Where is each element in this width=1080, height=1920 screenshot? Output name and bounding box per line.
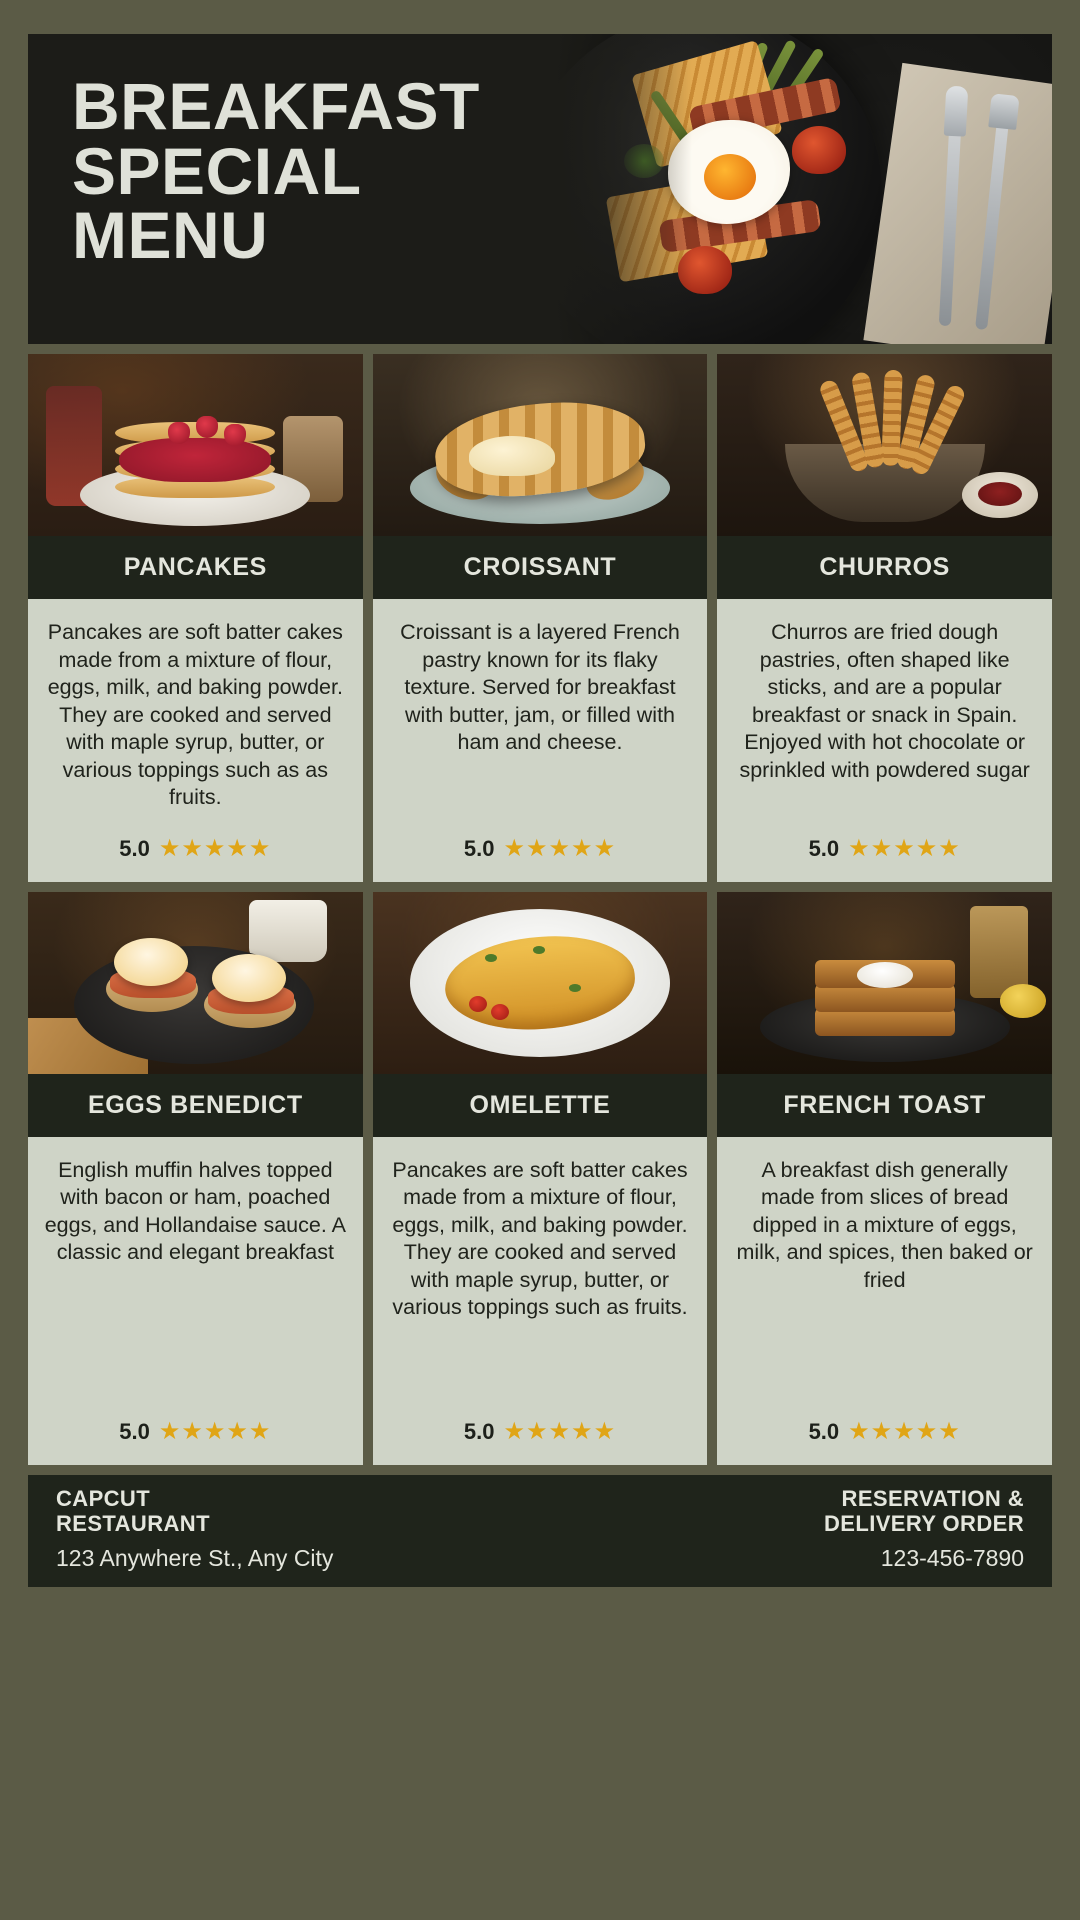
rating [389, 836, 692, 868]
menu-grid-row-1 [28, 354, 1052, 882]
item-body [717, 599, 1052, 882]
item-name: FRENCH TOAST [717, 1074, 1052, 1137]
rating-value: 5.0 [808, 1418, 840, 1444]
item-body [28, 1137, 363, 1465]
rating [389, 1419, 692, 1451]
star-icon: ★★★★★ [158, 834, 272, 862]
menu-card-french-toast[interactable] [717, 892, 1052, 1465]
breakfast-plate-photo [492, 34, 1052, 344]
rating-value: 5.0 [463, 835, 495, 861]
page-title [72, 69, 480, 273]
chocolate-dip [962, 472, 1038, 518]
menu-card-pancakes[interactable] [28, 354, 363, 882]
eggs-benedict-photo [28, 892, 363, 1074]
omelette-photo [373, 892, 708, 1074]
french-toast-photo [717, 892, 1052, 1074]
item-name: OMELETTE [373, 1074, 708, 1137]
rating [44, 836, 347, 868]
menu-grid-row-2 [28, 892, 1052, 1465]
tomato [469, 996, 487, 1012]
menu-card-eggs-benedict[interactable] [28, 892, 363, 1465]
item-description: A breakfast dish generally made from slices of bread dipped in a mixture of eggs, milk, and spices, then baked or fried [736, 1157, 1033, 1292]
rating-value: 5.0 [119, 835, 150, 861]
restaurant-address: 123 Anywhere St., Any City [56, 1544, 334, 1571]
strawberry [224, 424, 246, 446]
star-icon: ★★★★★ [848, 834, 961, 862]
rating [733, 836, 1036, 868]
cream-filling [469, 436, 555, 476]
rating-value: 5.0 [119, 1418, 150, 1444]
ramekin [249, 900, 327, 962]
footer [28, 1475, 1052, 1587]
item-body [373, 1137, 708, 1465]
star-icon: ★★★★★ [158, 1417, 272, 1445]
lemon-slice [1000, 984, 1046, 1018]
rating [44, 1419, 347, 1451]
tomato [792, 126, 846, 174]
rating [733, 1419, 1036, 1451]
menu-card-croissant[interactable] [373, 354, 708, 882]
item-description: Croissant is a layered French pastry known for its flaky texture. Served for breakfast with butter, jam, or filled with ham and cheese. [400, 620, 680, 755]
herb-garnish [569, 984, 581, 992]
footer-restaurant-info [56, 1487, 333, 1571]
rating-value: 5.0 [808, 835, 840, 861]
item-description: Pancakes are soft batter cakes made from a mixture of flour, eggs, milk, and baking powder. They are cooked and served with maple syrup, butter, or various toppings such as fruits. [392, 1157, 688, 1320]
item-description: Churros are fried dough pastries, often shaped like sticks, and are a popular breakfast or snack in Spain. Enjoyed with hot chocolate or sprinkled with powdered sugar [739, 620, 1030, 782]
phone-number[interactable]: 123-456-7890 [880, 1544, 1024, 1571]
strawberry [196, 416, 218, 438]
star-icon: ★★★★★ [503, 1417, 617, 1445]
item-name: PANCAKES [28, 536, 363, 599]
restaurant-name-line-1: CAPCUT [56, 1486, 151, 1512]
order-title-line-1: RESERVATION & [841, 1486, 1024, 1512]
restaurant-name [56, 1487, 333, 1536]
herb-garnish [533, 946, 545, 954]
title-line-2: SPECIAL [72, 133, 362, 208]
header-banner [28, 34, 1052, 344]
tomato [491, 1004, 509, 1020]
item-body [373, 599, 708, 882]
restaurant-name-line-2: RESTAURANT [56, 1511, 210, 1537]
item-name: EGGS BENEDICT [28, 1074, 363, 1137]
title-line-3: MENU [72, 198, 269, 273]
pancakes-photo [28, 354, 363, 536]
herb-garnish [485, 954, 497, 962]
item-name: CHURROS [717, 536, 1052, 599]
item-description: English muffin halves topped with bacon or ham, poached eggs, and Hollandaise sauce. A classic and elegant breakfast [44, 1157, 346, 1265]
toast-stack [815, 946, 955, 1036]
photo-fade-overlay [492, 34, 692, 344]
menu-card-churros[interactable] [717, 354, 1052, 882]
strawberry-syrup [119, 438, 271, 482]
item-description: Pancakes are soft batter cakes made from a mixture of flour, eggs, milk, and baking powder. They are cooked and served with maple syrup, butter, or various toppings such as as fruits. [47, 620, 343, 810]
order-title-line-2: DELIVERY ORDER [824, 1511, 1024, 1537]
poached-egg [114, 938, 188, 986]
star-icon: ★★★★★ [503, 834, 617, 862]
order-title [824, 1487, 1024, 1536]
croissant-photo [373, 354, 708, 536]
churros-photo [717, 354, 1052, 536]
item-body [28, 599, 363, 882]
cream-dollop [857, 962, 913, 988]
star-icon: ★★★★★ [848, 1417, 961, 1445]
poached-egg [212, 954, 286, 1002]
footer-order-info [824, 1487, 1024, 1571]
menu-card-omelette[interactable] [373, 892, 708, 1465]
item-body [717, 1137, 1052, 1465]
rating-value: 5.0 [463, 1418, 495, 1444]
title-line-1: BREAKFAST [72, 69, 480, 143]
item-name: CROISSANT [373, 536, 708, 599]
egg-yolk [704, 154, 756, 200]
strawberry [168, 422, 190, 444]
